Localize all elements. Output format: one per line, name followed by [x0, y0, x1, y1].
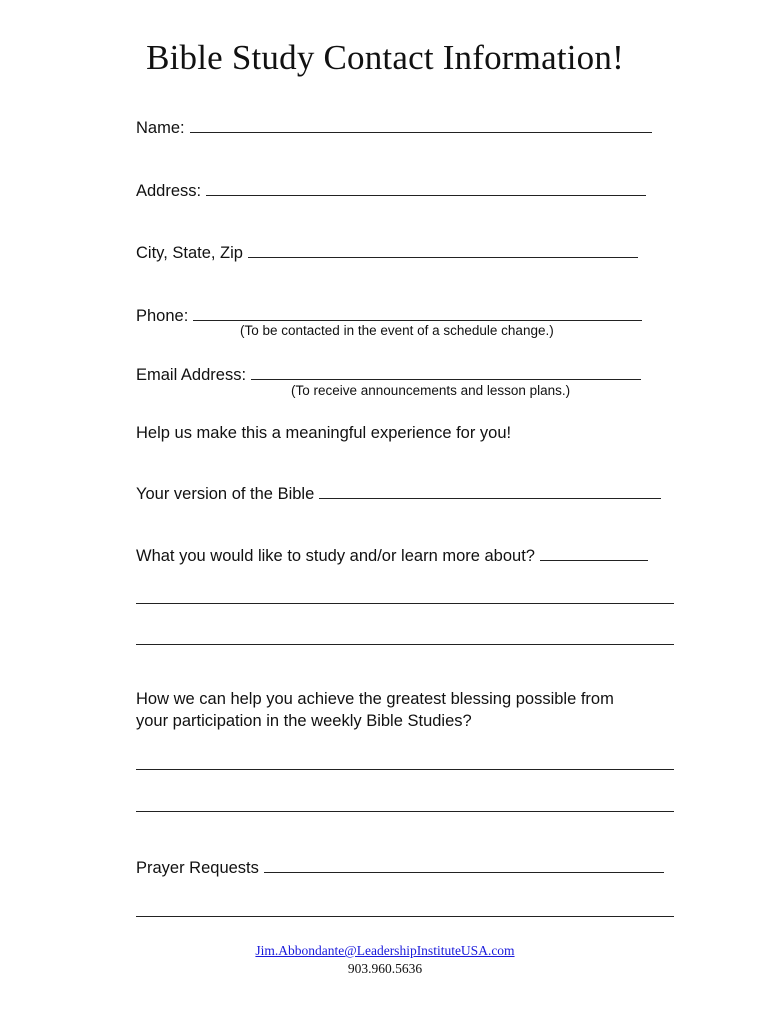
email-input-line[interactable]: [251, 363, 641, 380]
bible-version-field: [136, 482, 661, 504]
prayer-answer-line[interactable]: [136, 916, 674, 917]
blessing-answer-line-1[interactable]: [136, 769, 674, 770]
email-label: Email Address:: [136, 366, 247, 384]
name-label: Name:: [136, 119, 185, 137]
footer-email-link[interactable]: Jim.Abbondante@LeadershipInstituteUSA.com: [255, 943, 515, 958]
study-field: [136, 544, 648, 566]
address-label: Address:: [136, 182, 202, 200]
blessing-answer-line-2[interactable]: [136, 811, 674, 812]
city-label: City, State, Zip: [136, 244, 243, 262]
prayer-input-line[interactable]: [264, 856, 664, 873]
name-field: [136, 116, 652, 138]
prayer-field: [136, 856, 664, 878]
study-input-line[interactable]: [540, 544, 648, 561]
page-title: Bible Study Contact Information!: [146, 38, 624, 77]
phone-note: (To be contacted in the event of a schedule change.): [240, 323, 554, 338]
address-input-line[interactable]: [206, 179, 646, 196]
blessing-question-line-1: How we can help you achieve the greatest blessing possible from: [136, 690, 614, 708]
email-field: [136, 363, 641, 385]
study-answer-line-1[interactable]: [136, 603, 674, 604]
address-field: [136, 179, 646, 201]
prayer-label: Prayer Requests: [136, 859, 259, 877]
help-heading: Help us make this a meaningful experience for you!: [136, 424, 512, 442]
study-answer-line-2[interactable]: [136, 644, 674, 645]
study-label: What you would like to study and/or learn more about?: [136, 547, 535, 565]
city-field: [136, 241, 638, 263]
city-input-line[interactable]: [248, 241, 638, 258]
footer-email: [0, 943, 770, 959]
name-input-line[interactable]: [190, 116, 652, 133]
footer-phone: 903.960.5636: [347, 961, 423, 976]
phone-input-line[interactable]: [193, 304, 642, 321]
bible-version-input-line[interactable]: [319, 482, 661, 499]
email-note: (To receive announcements and lesson plans.): [291, 383, 571, 398]
phone-label: Phone:: [136, 307, 189, 325]
blessing-question-line-2: your participation in the weekly Bible Studies?: [136, 712, 472, 730]
bible-version-label: Your version of the Bible: [136, 485, 315, 503]
